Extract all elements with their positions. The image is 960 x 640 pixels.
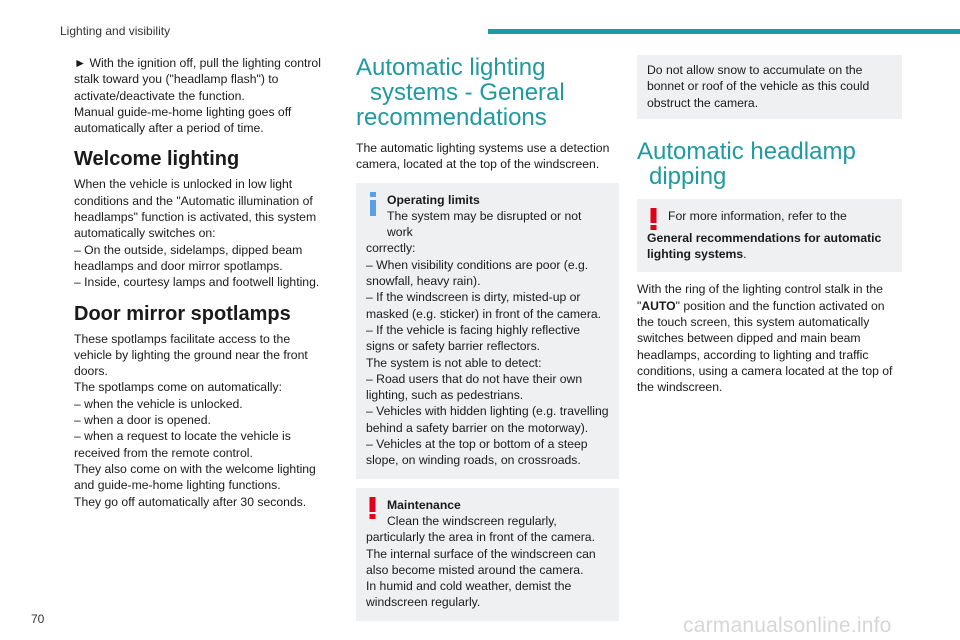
automatic-headlamp-dipping-heading — [637, 139, 902, 189]
text-before: With the ring of the lighting control stalk in the " — [637, 282, 883, 313]
welcome-lighting-heading: Welcome lighting — [74, 148, 240, 171]
automatic-lighting-heading — [356, 55, 619, 130]
maintenance-first-line: Clean the windscreen regularly, — [387, 513, 557, 528]
welcome-lighting-text: When the vehicle is unlocked in low light conditions and the "Automatic illumination of headlamps" function is activated, this system automatically switches on: – On the outside, sidelamps, dipped beam headlamps and door mirror spotlamps. – Inside, courtesy lamps and footwell lighting. — [74, 177, 320, 290]
reference-suffix: . — [743, 247, 747, 262]
reference-link-text — [647, 230, 892, 263]
operating-limits-box — [356, 183, 619, 479]
column-right — [637, 55, 902, 396]
heading-line-2: dipping — [649, 162, 727, 190]
reference-box — [637, 199, 902, 273]
header-section-title: Lighting and visibility — [60, 24, 171, 38]
text-after: " position and the function activated on the touch screen, this system automatically switches between dipped and main beam headlamps, according to lighting and traffic conditions, using a camera located at the top of the windscreen. — [637, 298, 893, 395]
reference-first-line: For more information, refer to the — [668, 208, 847, 223]
heading-line-1: Automatic lighting — [356, 54, 546, 81]
info-icon — [366, 192, 379, 241]
column-left — [74, 55, 330, 510]
maintenance-title: Maintenance — [387, 497, 461, 512]
column-middle — [356, 55, 619, 621]
watermark: carmanualsonline.info — [683, 614, 892, 637]
exclamation-icon — [366, 497, 379, 530]
snow-warning-text: Do not allow snow to accumulate on the bonnet or roof of the vehicle as this could obstruct the camera. — [647, 63, 870, 110]
operating-limits-title: Operating limits — [387, 192, 480, 207]
heading-line-3: recommendations — [356, 104, 547, 131]
page-number: 70 — [31, 612, 45, 626]
exclamation-icon — [647, 208, 660, 230]
headlamp-dipping-text — [637, 281, 902, 395]
reference-bold: General recommendations for automatic lighting systems — [647, 230, 882, 262]
door-mirror-spotlamps-text: These spotlamps facilitate access to the vehicle by lighting the ground near the front doors. The spotlamps come on automatically: – when the vehicle is unlocked. – when a door is opened. – when a request to locate the vehicle is received from the remote control. They also come on with the welcome lighting and guide-me-home lighting functions. They go off automatically after 30 seconds. — [74, 331, 316, 509]
automatic-lighting-intro: The automatic lighting systems use a detection camera, located at the top of the windscreen. — [356, 141, 610, 172]
maintenance-body: particularly the area in front of the camera. The internal surface of the windscreen can also become misted around the camera. In humid and cold weather, demist the windscreen regularly. — [366, 530, 596, 610]
operating-limits-body: correctly: – When visibility conditions are poor (e.g. snowfall, heavy rain). – If the windscreen is dirty, misted-up or masked (e.g. sticker) in front of the camera. – If the vehicle is facing highly reflective signs or safety barrier reflectors. The system is not able to detect: – Road users that do not have their own lighting, such as pedestrians. – Vehicles with hidden lighting (e.g. travelling behind a safety barrier on the motorway). – Vehicles at the top or bottom of a steep slope, on winding roads, on crossroads. — [366, 241, 609, 468]
guide-me-home-text: ► With the ignition off, pull the lighting control stalk toward you ("headlamp flash") to activate/deactivate the function. Manual guide-me-home lighting goes off automatically after a period of time. — [74, 56, 321, 136]
auto-label: AUTO — [641, 298, 676, 313]
heading-line-1: Automatic headlamp — [637, 137, 856, 165]
header-accent-bar — [488, 29, 960, 34]
snow-warning-box — [637, 55, 902, 119]
operating-limits-first-line: The system may be disrupted or not work — [387, 208, 582, 240]
door-mirror-spotlamps-heading: Door mirror spotlamps — [74, 302, 291, 325]
maintenance-box — [356, 488, 619, 621]
heading-line-2: systems - General — [370, 79, 565, 106]
